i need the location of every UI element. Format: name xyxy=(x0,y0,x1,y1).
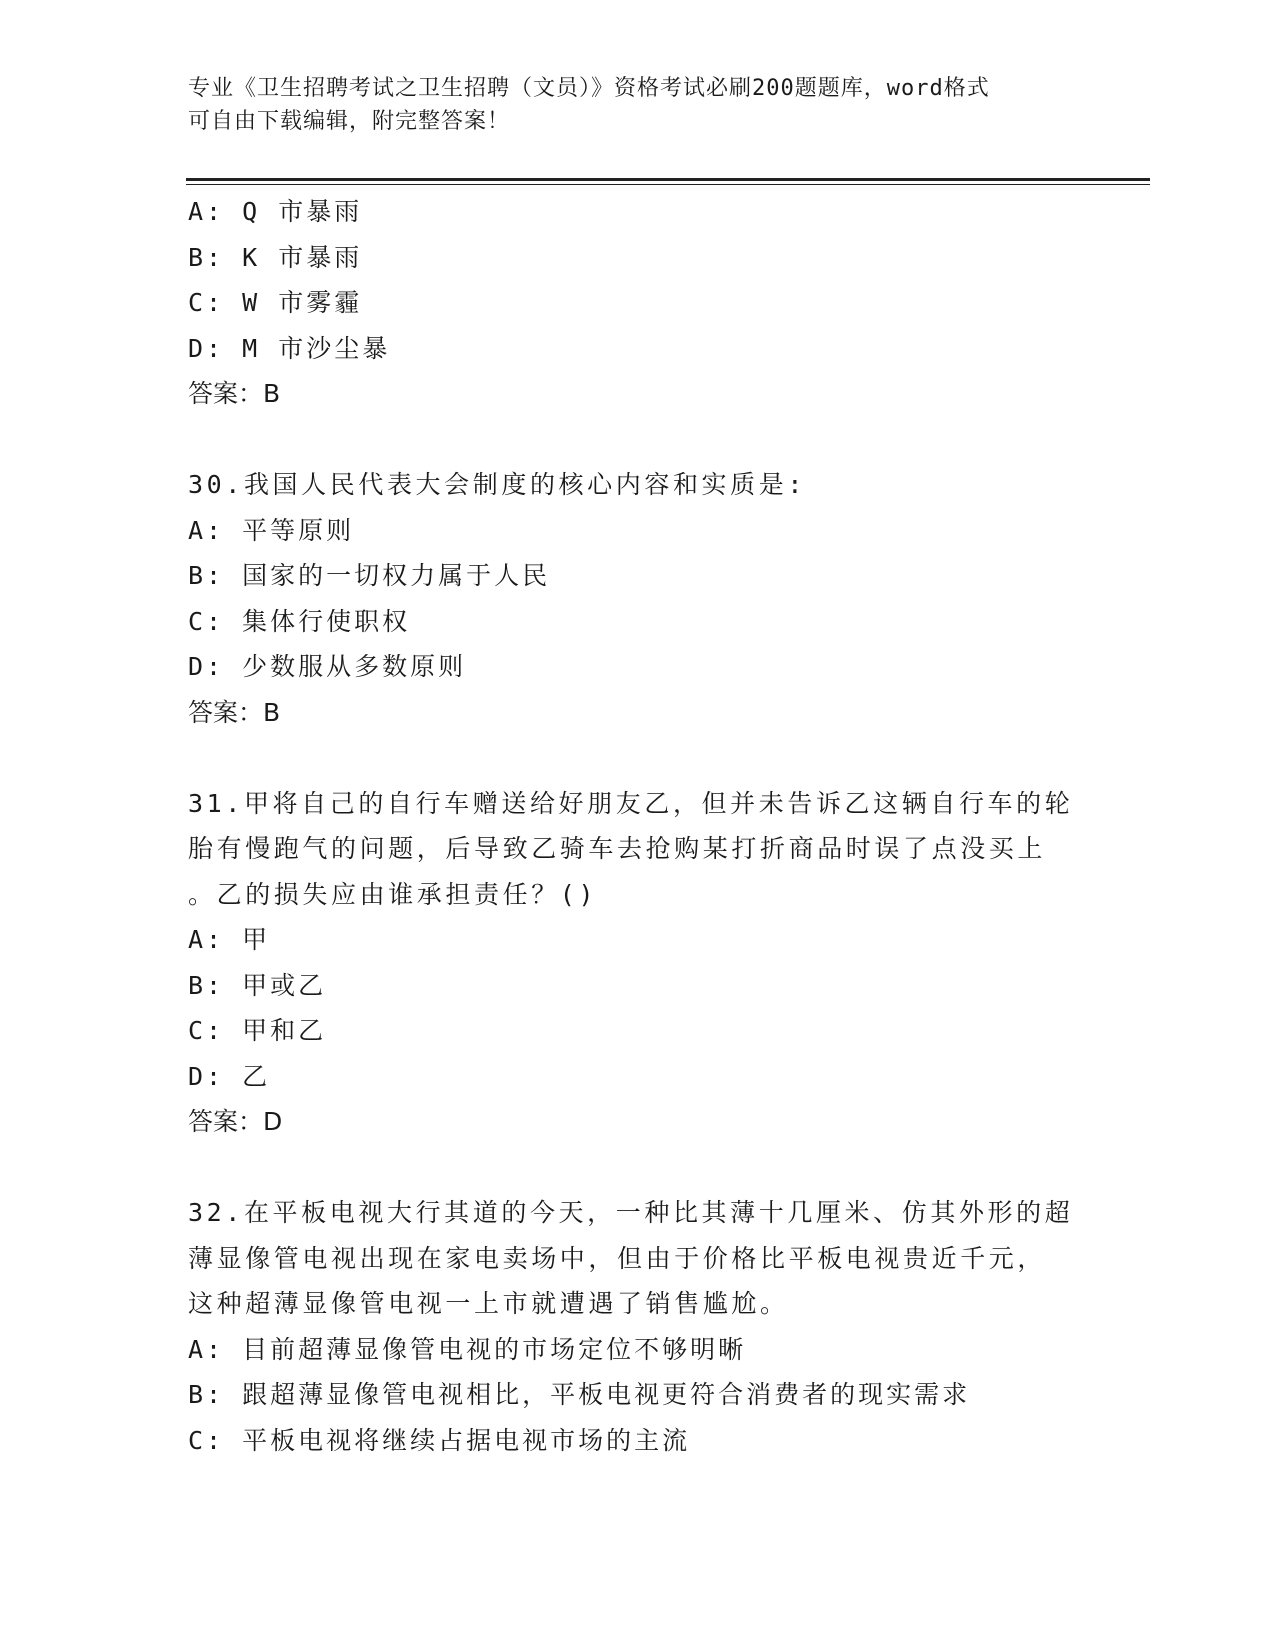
option-a: A: Q 市暴雨 xyxy=(188,197,363,226)
option-a: A: 甲 xyxy=(188,925,271,954)
option-b: B: 国家的一切权力属于人民 xyxy=(188,561,551,590)
document-header xyxy=(188,72,1068,138)
option-b: B: 甲或乙 xyxy=(188,970,327,1000)
header-line-1: 专业《卫生招聘考试之卫生招聘（文员）》资格考试必刷200题题库，word格式 xyxy=(188,76,990,101)
option-d: D: M 市沙尘暴 xyxy=(188,333,391,363)
question-stem-line-2: 胎有慢跑气的问题，后导致乙骑车去抢购某打折商品时误了点没买上 xyxy=(188,834,1047,863)
option-c: C: 集体行使职权 xyxy=(188,606,411,636)
option-c: C: 甲和乙 xyxy=(188,1016,327,1045)
option-c: C: 平板电视将继续占据电视市场的主流 xyxy=(188,1425,691,1455)
question-stem: 30.我国人民代表大会制度的核心内容和实质是: xyxy=(188,470,807,499)
question-stem-line-1: 31.甲将自己的自行车赠送给好朋友乙，但并未告诉乙这辆自行车的轮 xyxy=(188,788,1074,818)
header-divider-thick xyxy=(186,178,1150,181)
answer-line: 答案：B xyxy=(188,697,281,727)
answer-line: 答案：D xyxy=(188,1107,283,1136)
option-a: A: 目前超薄显像管电视的市场定位不够明晰 xyxy=(188,1334,747,1364)
question-stem-line-3: 。乙的损失应由谁承担责任？() xyxy=(188,879,598,909)
option-d: D: 少数服从多数原则 xyxy=(188,652,467,681)
spacer xyxy=(188,1145,1088,1191)
question-stem-line-3: 这种超薄显像管电视一上市就遭遇了销售尴尬。 xyxy=(188,1289,789,1318)
answer-line: 答案：B xyxy=(188,379,281,408)
question-29 xyxy=(188,189,1088,417)
question-30 xyxy=(188,462,1088,735)
option-d: D: 乙 xyxy=(188,1061,271,1091)
option-c: C: W 市雾霾 xyxy=(188,288,363,317)
question-stem-line-1: 32.在平板电视大行其道的今天，一种比其薄十几厘米、仿其外形的超 xyxy=(188,1198,1074,1227)
header-divider-thin xyxy=(186,184,1150,185)
option-a: A: 平等原则 xyxy=(188,515,355,545)
question-31 xyxy=(188,781,1088,1145)
option-b: B: 跟超薄显像管电视相比，平板电视更符合消费者的现实需求 xyxy=(188,1380,971,1409)
header-line-2: 可自由下载编辑，附完整答案！ xyxy=(188,109,511,134)
question-list xyxy=(188,189,1088,1463)
spacer xyxy=(188,735,1088,781)
question-stem-line-2: 薄显像管电视出现在家电卖场中，但由于价格比平板电视贵近千元， xyxy=(188,1243,1047,1273)
option-b: B: K 市暴雨 xyxy=(188,242,363,272)
question-32 xyxy=(188,1190,1088,1463)
spacer xyxy=(188,417,1088,463)
